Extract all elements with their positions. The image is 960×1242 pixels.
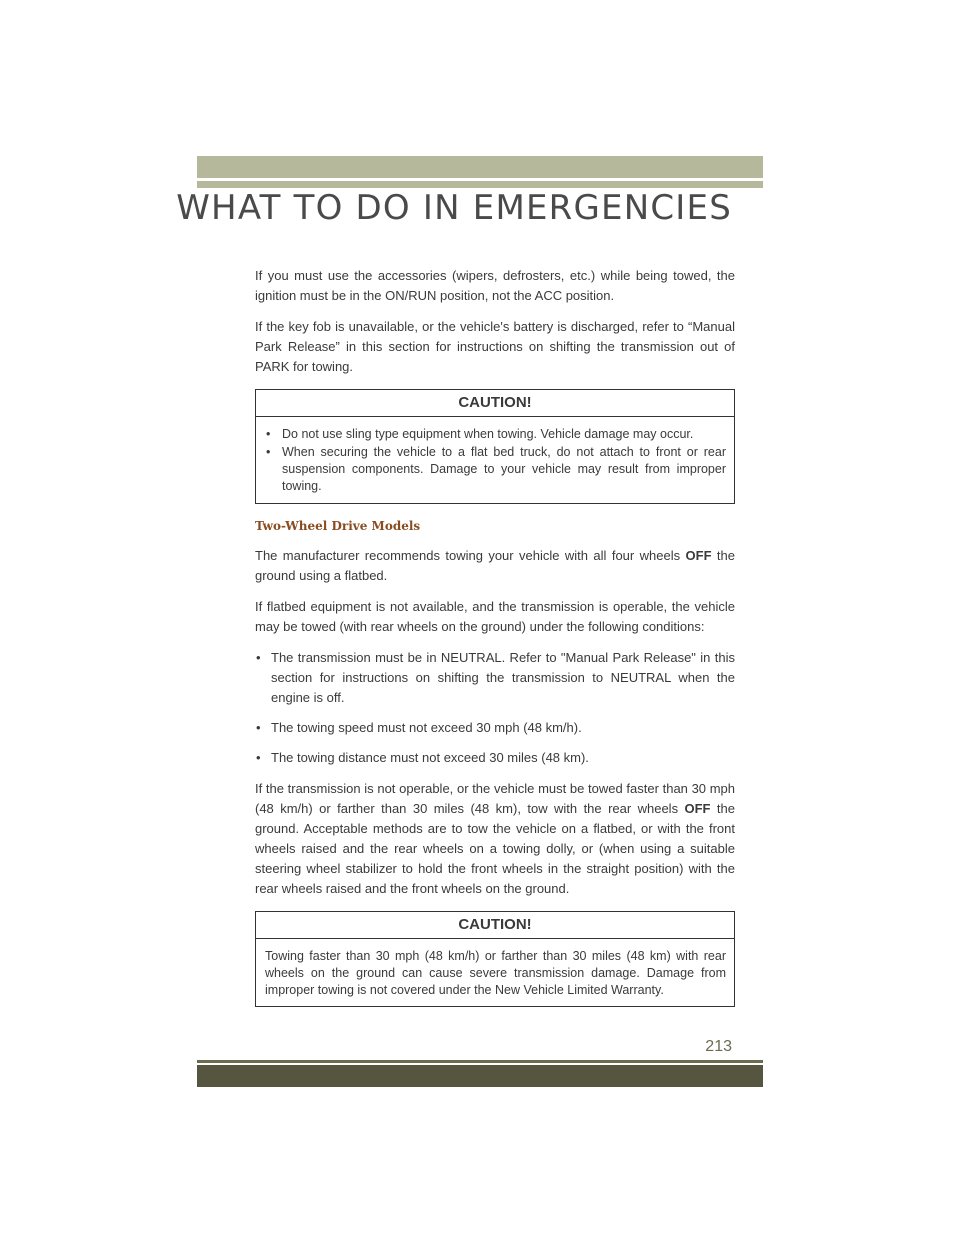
condition-item: • The towing speed must not exceed 30 mph (48 km/h). — [255, 718, 735, 738]
footer-rule — [197, 1060, 763, 1063]
recommendation-text-end: the ground using a flatbed. — [255, 548, 735, 583]
recommendation-text: The manufacturer recommends towing your vehicle with all four wheels — [255, 548, 686, 563]
condition-item: • The towing distance must not exceed 30 miles (48 km). — [255, 748, 735, 768]
off-keyword: OFF — [684, 801, 711, 816]
paragraph-recommendation — [255, 546, 735, 586]
condition-item: • The transmission must be in NEUTRAL. Refer to "Manual Park Release" in this section for instructions on shifting the transmission to NEUTRAL when the engine is off. — [255, 648, 735, 708]
paragraph-flatbed-unavailable: If flatbed equipment is not available, and the transmission is operable, the vehicle may be towed (with rear wheels on the ground) under the following conditions: — [255, 599, 735, 634]
caution-box-equipment — [255, 389, 735, 504]
inoperable-text: If the transmission is not operable, or the vehicle must be towed faster than 30 mph (48 km/h) or farther than 30 miles (48 km), tow with the rear wheels — [255, 781, 735, 816]
caution-item: • When securing the vehicle to a flat bed truck, do not attach to front or rear suspension components. Damage to your vehicle may result from improper towing. — [265, 444, 726, 495]
section-title: WHAT TO DO IN EMERGENCIES — [176, 188, 732, 228]
paragraph-key-fob: If the key fob is unavailable, or the vehicle's battery is discharged, refer to “Manual Park Release” in this section for instructions on shifting the transmission out of PARK for towing. — [255, 319, 735, 374]
inoperable-text-end: the ground. Acceptable methods are to tow the vehicle on a flatbed, or with the front wheels raised and the rear wheels on a towing dolly, or (when using a suitable steering wheel stabilizer to hold the front wheels in the straight position) with the rear wheels raised and the front wheels on the ground. — [255, 801, 735, 896]
caution-item: • Do not use sling type equipment when towing. Vehicle damage may occur. — [265, 426, 726, 443]
caution-body — [256, 417, 734, 503]
caution-box-transmission — [255, 911, 735, 1007]
caution-title: CAUTION! — [256, 390, 734, 417]
page-number: 213 — [705, 1038, 732, 1055]
subheading-two-wheel-drive: Two-Wheel Drive Models — [255, 519, 421, 533]
header-band — [197, 156, 763, 178]
caution-title: CAUTION! — [256, 912, 734, 939]
off-keyword: OFF — [685, 548, 712, 563]
page-content — [255, 266, 735, 1019]
caution-text: Towing faster than 30 mph (48 km/h) or farther than 30 miles (48 km) with rear wheels on the ground can cause severe transmission damage. Damage from improper towing is not covered under the New Vehicle Limited Warranty. — [265, 949, 726, 997]
towing-conditions-list — [255, 648, 735, 768]
caution-list — [265, 426, 726, 495]
caution-body — [256, 939, 734, 1006]
paragraph-accessories: If you must use the accessories (wipers, defrosters, etc.) while being towed, the ignition must be in the ON/RUN position, not the ACC position. — [255, 268, 735, 303]
footer-band — [197, 1065, 763, 1087]
paragraph-transmission-inoperable — [255, 779, 735, 899]
header-rule — [197, 181, 763, 188]
